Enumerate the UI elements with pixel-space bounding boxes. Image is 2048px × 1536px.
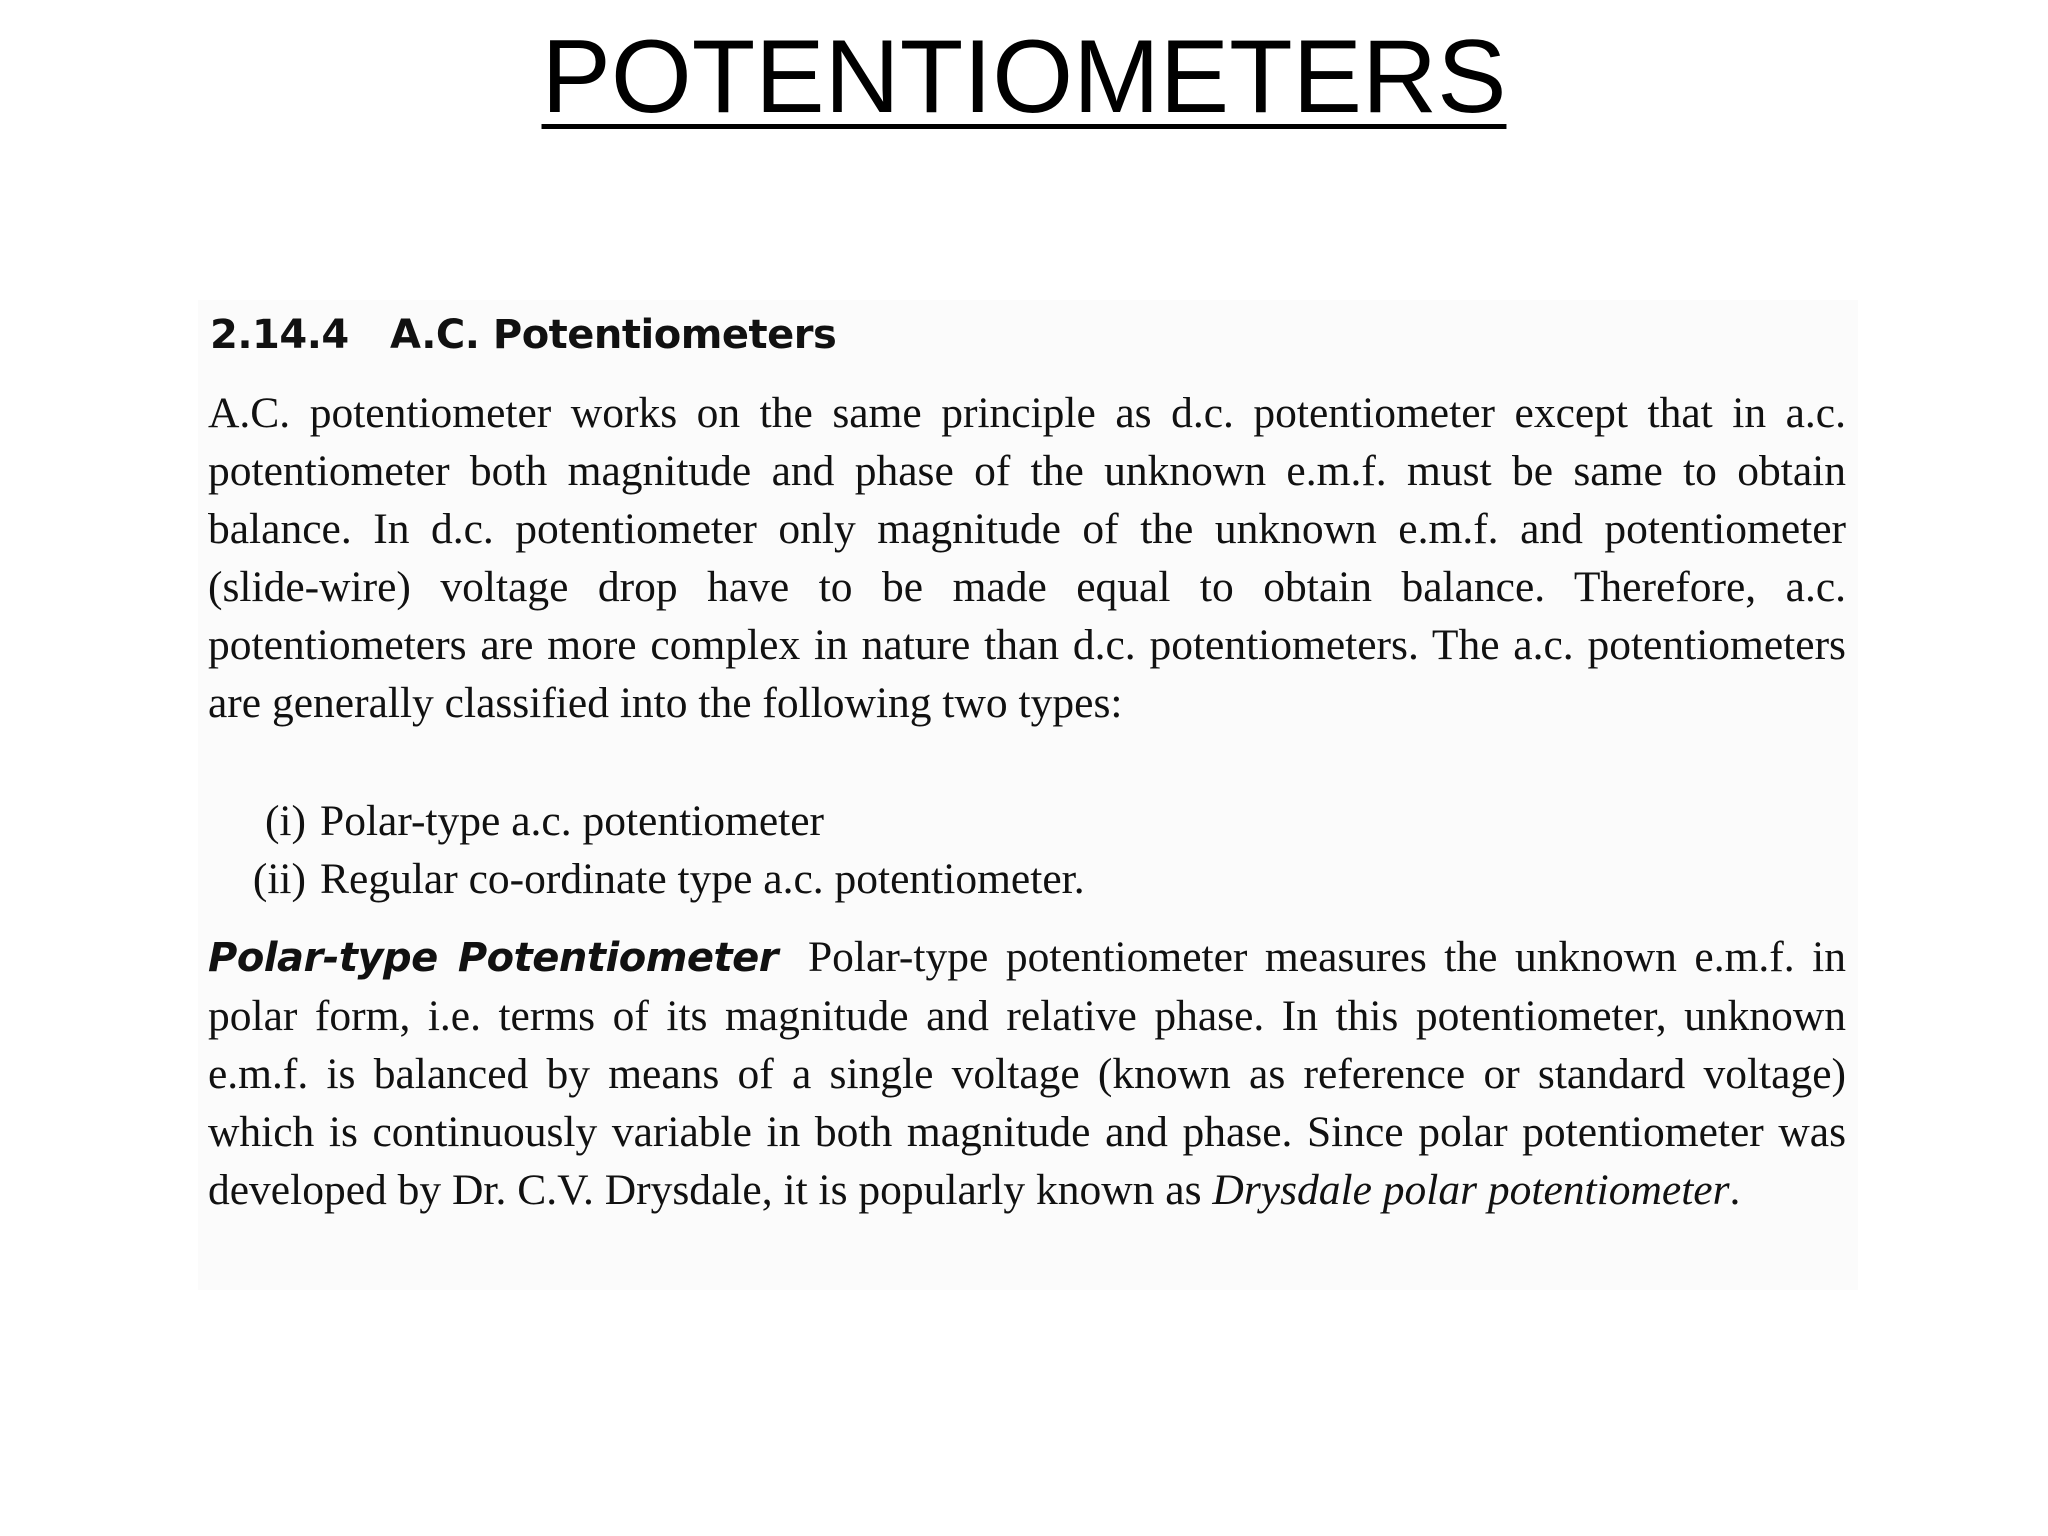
drysdale-term: Drysdale polar potentiometer (1212, 1166, 1730, 1214)
list-item (208, 792, 1085, 850)
run-in-heading: Polar-type Potentiometer (208, 935, 778, 981)
list-item-marker: (i) (264, 797, 306, 845)
polar-type-paragraph (208, 928, 1846, 1219)
list-item (208, 850, 1085, 908)
list-item-marker: (ii) (252, 855, 306, 903)
intro-paragraph: A.C. potentiometer works on the same principle as d.c. potentiometer except that in a.c. potentiometer both magnitude and phase of the unknown e.m.f. must be same to obtain balance. In d.c. potentiometer only magnitude of the unknown e.m.f. and potentiometer (slide-wire) voltage drop have to be made equal to obtain balance. Therefore, a.c. potentiometers are more complex in nature than d.c. potentiometers. The a.c. potentiometers are generally classified into the following two types: (208, 389, 1846, 727)
potentiometer-types-list (208, 792, 1085, 908)
sentence-end: . (1729, 1166, 1741, 1214)
slide-title-text: POTENTIOMETERS (541, 19, 1507, 135)
list-item-text: Regular co-ordinate type a.c. potentiometer. (320, 855, 1085, 903)
list-item-text: Polar-type a.c. potentiometer (320, 797, 825, 845)
section-heading (210, 312, 836, 358)
slide-title (0, 18, 2048, 138)
polar-type-text: Polar-type potentiometer measures the unknown e.m.f. in polar form, i.e. terms of its magnitude and relative phase. In this potentiometer, unknown e.m.f. is balanced by means of a single voltage (known as reference or standard voltage) which is continuously variable in both magnitude and phase. Since polar potentiometer was developed by Dr. C.V. Drysdale, it is popularly known as (208, 933, 1846, 1214)
section-title: A.C. Potentiometers (390, 312, 837, 358)
section-number: 2.14.4 (210, 312, 349, 358)
scanned-textbook-excerpt (198, 300, 1858, 1290)
